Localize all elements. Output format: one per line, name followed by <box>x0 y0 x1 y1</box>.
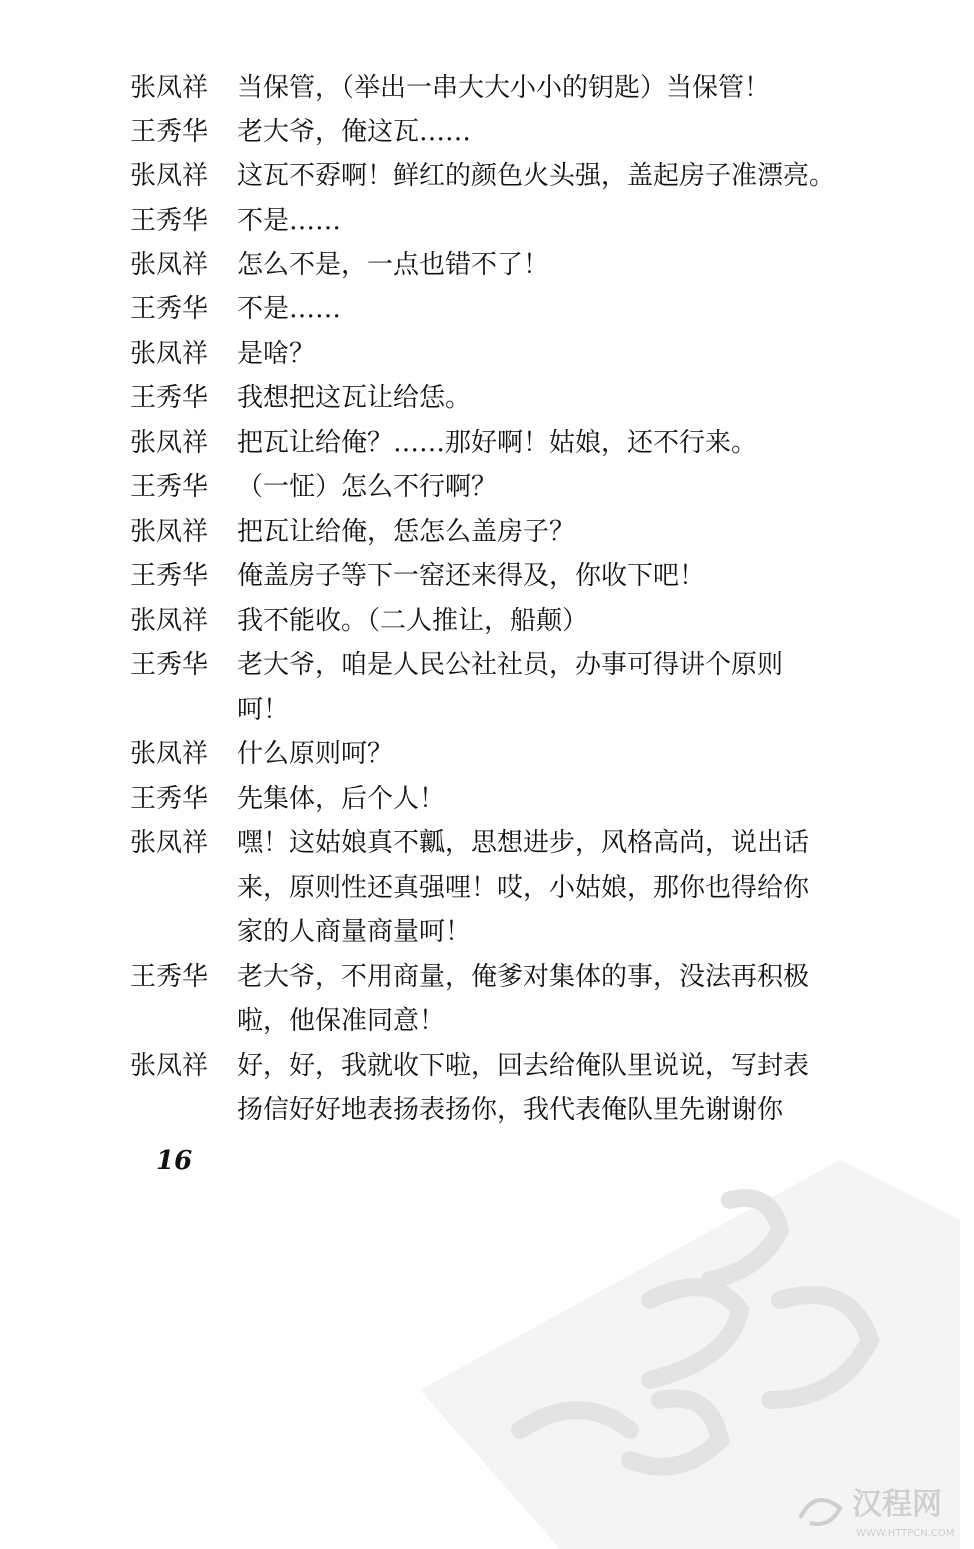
dialogue-text: 啦，他保准同意！ <box>237 1006 446 1036</box>
dialogue-text: 老大爷，咱是人民公社社员，办事可得讲个原则 <box>237 650 784 680</box>
dialogue-line <box>0 1044 974 1088</box>
page-number: 16 <box>156 1146 193 1176</box>
dialogue-text: 嘿！这姑娘真不瓤，思想进步，风格高尚，说出话 <box>237 828 810 858</box>
dialogue-line <box>0 465 974 509</box>
speaker-name: 王秀华 <box>130 784 209 814</box>
dialogue-line <box>0 376 974 420</box>
dialogue-text: 老大爷，不用商量，俺爹对集体的事，没法再积极 <box>237 962 810 992</box>
speaker-name: 张凤祥 <box>130 739 209 769</box>
speaker-name: 张凤祥 <box>130 250 209 280</box>
dialogue-text: 不是…… <box>237 206 342 236</box>
dialogue-text: 呵！ <box>237 695 290 725</box>
dialogue-text: 当保管，（举出一串大大小小的钥匙）当保管！ <box>237 73 771 103</box>
dialogue-line <box>0 777 974 821</box>
dialogue-line <box>0 1088 974 1132</box>
dialogue-text: 是啥？ <box>237 339 316 369</box>
dialogue-text: 怎么不是，一点也错不了！ <box>237 250 550 280</box>
dialogue-text: 不是…… <box>237 294 342 324</box>
dialogue-line <box>0 421 974 465</box>
logo-text: 汉程网 <box>852 1487 942 1522</box>
dialogue-text: 我不能收。（二人推让，船颠） <box>237 606 589 636</box>
speaker-name: 张凤祥 <box>130 828 209 858</box>
speaker-name: 张凤祥 <box>130 1051 209 1081</box>
dialogue-line <box>0 688 974 732</box>
dialogue-line <box>0 510 974 554</box>
speaker-name: 王秀华 <box>130 561 209 591</box>
dialogue-text: 我想把这瓦让给恁。 <box>237 383 472 413</box>
dialogue-text: 来，原则性还真强哩！哎，小姑娘，那你也得给你 <box>237 873 810 903</box>
site-logo-icon <box>790 1478 970 1544</box>
speaker-name: 张凤祥 <box>130 339 209 369</box>
dialogue-text: 把瓦让给俺，恁怎么盖房子？ <box>237 517 576 547</box>
dialogue-line <box>0 999 974 1043</box>
dialogue-line <box>0 154 974 198</box>
dialogue-line <box>0 821 974 865</box>
speaker-name: 王秀华 <box>130 383 209 413</box>
dialogue-line <box>0 599 974 643</box>
dialogue-line <box>0 732 974 776</box>
dialogue-text: 好，好，我就收下啦，回去给俺队里说说，写封表 <box>237 1051 810 1081</box>
dialogue-line <box>0 643 974 687</box>
speaker-name: 张凤祥 <box>130 73 209 103</box>
speaker-name: 王秀华 <box>130 650 209 680</box>
speaker-name: 张凤祥 <box>130 428 209 458</box>
speaker-name: 王秀华 <box>130 962 209 992</box>
dialogue-line <box>0 866 974 910</box>
speaker-name: 王秀华 <box>130 294 209 324</box>
dialogue-line <box>0 110 974 154</box>
speaker-name: 王秀华 <box>130 472 209 502</box>
dialogue-text: 老大爷，俺这瓦…… <box>237 117 472 147</box>
dialogue-line <box>0 243 974 287</box>
speaker-name: 张凤祥 <box>130 606 209 636</box>
dialogue-text: 俺盖房子等下一窑还来得及，你收下吧！ <box>237 561 706 591</box>
logo-url: WWW.HTTPCN.COM <box>856 1528 955 1539</box>
dialogue-line <box>0 199 974 243</box>
dialogue-line <box>0 554 974 598</box>
dialogue-line <box>0 910 974 954</box>
dialogue-text: 先集体，后个人！ <box>237 784 446 814</box>
dialogue-line <box>0 66 974 110</box>
speaker-name: 王秀华 <box>130 117 209 147</box>
dialogue-line <box>0 287 974 331</box>
dialogue-text: 扬信好好地表扬表扬你，我代表俺队里先谢谢你 <box>237 1095 784 1125</box>
dialogue-text: 什么原则呵？ <box>237 739 394 769</box>
speaker-name: 张凤祥 <box>130 161 209 191</box>
dialogue-text: 把瓦让给俺？……那好啊！姑娘，还不行来。 <box>237 428 758 458</box>
dialogue-line <box>0 332 974 376</box>
dialogue-line <box>0 955 974 999</box>
dialogue-text: 家的人商量商量呵！ <box>237 917 472 947</box>
speaker-name: 张凤祥 <box>130 517 209 547</box>
dialogue-text: 这瓦不孬啊！鲜红的颜色火头强，盖起房子准漂亮。 <box>237 161 836 191</box>
speaker-name: 王秀华 <box>130 206 209 236</box>
dialogue-text: （一怔）怎么不行啊？ <box>237 472 498 502</box>
